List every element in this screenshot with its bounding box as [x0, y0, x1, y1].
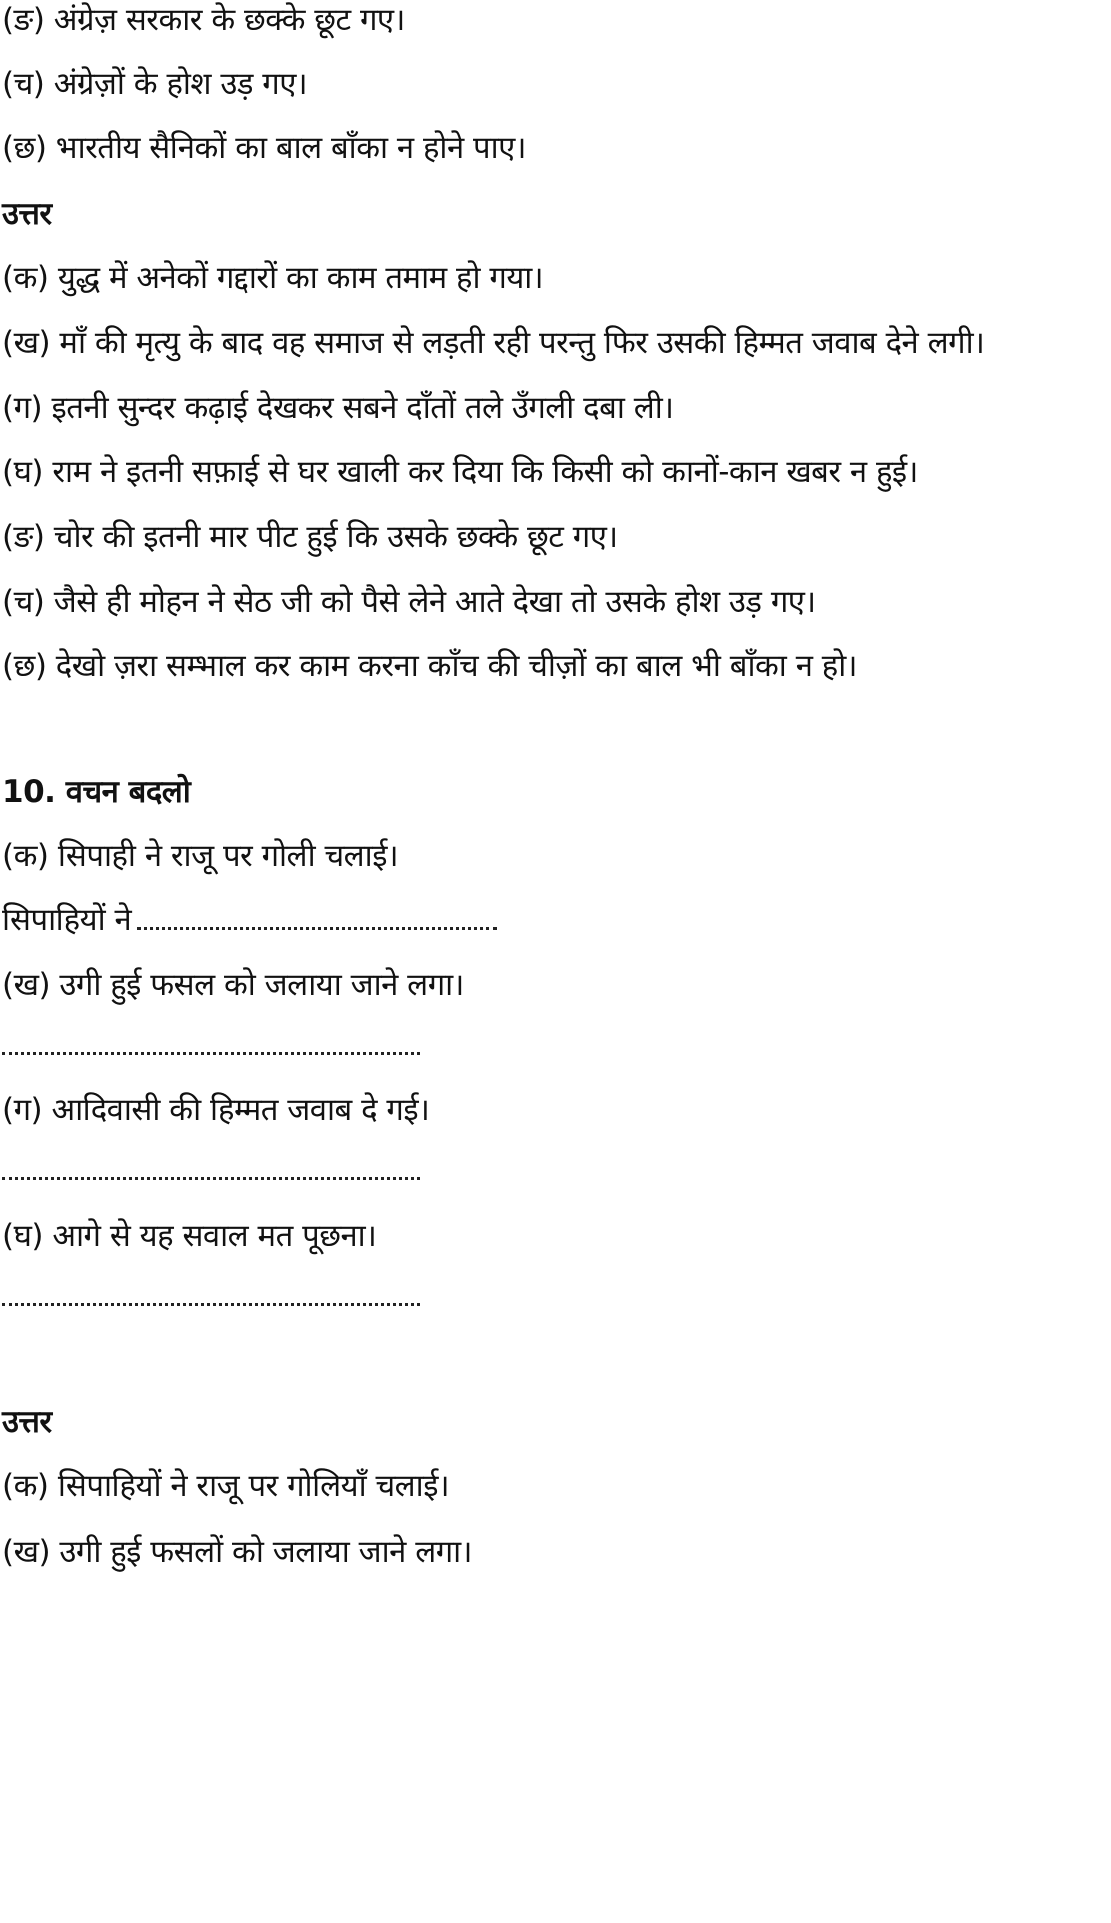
- answer-blank: [2, 1303, 420, 1306]
- answer-item: (ख) माँ की मृत्यु के बाद वह समाज से लड़ती रही परन्तु फिर उसकी हिम्मत जवाब देने लगी।: [2, 325, 985, 361]
- answer-blank: [2, 1052, 420, 1055]
- question-ka-prompt: सिपाहियों ने: [2, 902, 132, 938]
- answer-blank: [137, 927, 497, 930]
- answer-item: (च) जैसे ही मोहन ने सेठ जी को पैसे लेने आते देखा तो उसके होश उड़ गए।: [2, 584, 816, 620]
- answer-item: (ख) उगी हुई फसलों को जलाया जाने लगा।: [2, 1534, 472, 1570]
- sentence-cha: (च) अंग्रेज़ों के होश उड़ गए।: [2, 66, 308, 102]
- question-ga: (ग) आदिवासी की हिम्मत जवाब दे गई।: [2, 1092, 430, 1128]
- answer-item: (ङ) चोर की इतनी मार पीट हुई कि उसके छक्के छूट गए।: [2, 519, 618, 555]
- sentence-nga: (ङ) अंग्रेज़ सरकार के छक्के छूट गए।: [2, 2, 405, 38]
- sentence-chha: (छ) भारतीय सैनिकों का बाल बाँका न होने पाए।: [2, 130, 527, 166]
- answer-item: (ग) इतनी सुन्दर कढ़ाई देखकर सबने दाँतों तले उँगली दबा ली।: [2, 390, 674, 426]
- answer-item: (घ) राम ने इतनी सफ़ाई से घर खाली कर दिया कि किसी को कानों-कान खबर न हुई।: [2, 454, 918, 490]
- answer-item: (क) युद्ध में अनेकों गद्दारों का काम तमाम हो गया।: [2, 260, 544, 296]
- answer-heading: उत्तर: [2, 1404, 52, 1440]
- question-gha: (घ) आगे से यह सवाल मत पूछना।: [2, 1218, 377, 1254]
- question-kha: (ख) उगी हुई फसल को जलाया जाने लगा।: [2, 967, 464, 1003]
- answer-item: (छ) देखो ज़रा सम्भाल कर काम करना काँच की चीज़ों का बाल भी बाँका न हो।: [2, 648, 857, 684]
- question-ka-prompt-line: [2, 900, 497, 940]
- question-ka: (क) सिपाही ने राजू पर गोली चलाई।: [2, 838, 399, 874]
- answer-item: (क) सिपाहियों ने राजू पर गोलियाँ चलाई।: [2, 1468, 450, 1504]
- answer-heading: उत्तर: [2, 196, 52, 232]
- answer-blank: [2, 1177, 420, 1180]
- question-heading: 10. वचन बदलो: [2, 774, 191, 810]
